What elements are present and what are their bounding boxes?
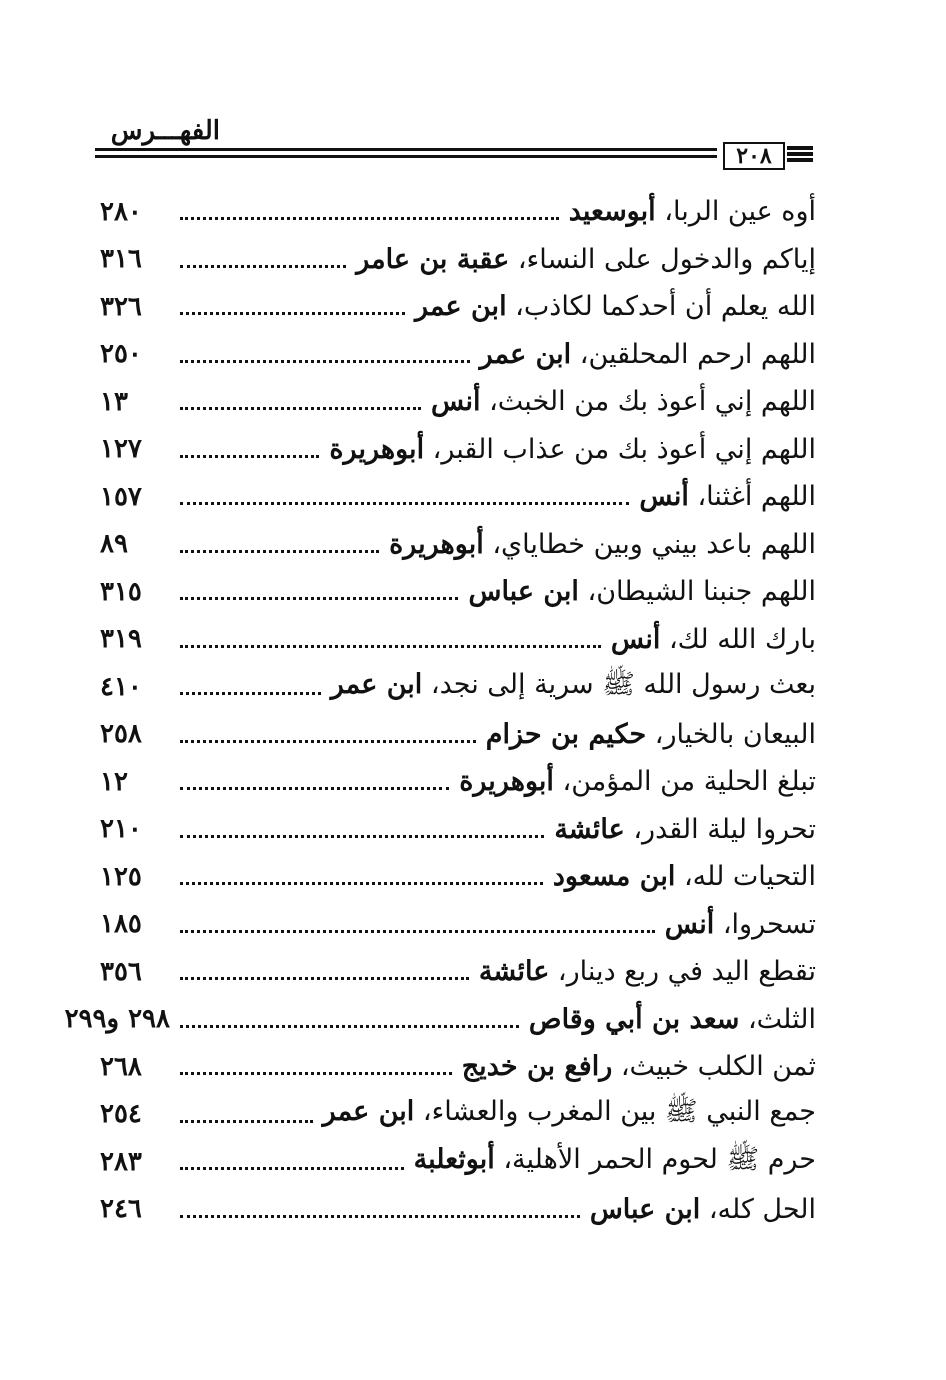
narrator-name: أبوسعيد (568, 196, 656, 228)
dot-leader (180, 1058, 452, 1075)
narrator-name: ابن عباس (468, 576, 579, 608)
header-rule (95, 155, 717, 158)
index-entry (100, 758, 816, 806)
dot-leader (180, 916, 655, 933)
hadith-phrase: أوه عين الربا، (664, 196, 816, 228)
hadith-phrase: اللهم إني أعوذ بك من عذاب القبر، (432, 433, 816, 465)
hadith-text (415, 291, 816, 322)
hadith-text (569, 196, 816, 227)
hadith-text (414, 1142, 816, 1182)
page-ref: ١٥٧ (100, 481, 142, 512)
hadith-phrase: بارك الله لك، (668, 623, 816, 655)
narrator-name: حكيم بن حزام (485, 718, 647, 750)
index-entry (100, 806, 816, 854)
index-entry (100, 426, 816, 474)
header-ornament (787, 146, 813, 162)
dot-leader (180, 1153, 404, 1170)
dot-leader (180, 1011, 519, 1028)
dot-leader (180, 583, 458, 600)
page-ref: ٣١٥ (100, 576, 142, 607)
hadith-text (611, 624, 816, 655)
hadith-phrase: اللهم أغثنا، (697, 481, 816, 513)
page-ref: ٣١٦ (100, 244, 142, 275)
index-entry (100, 236, 816, 284)
page-ref: ٢٥٠ (100, 339, 142, 370)
index-entry (100, 378, 816, 426)
hadith-phrase: التحيات لله، (683, 861, 816, 893)
index-entry (100, 711, 816, 759)
narrator-name: ابن عمر (322, 1096, 415, 1128)
narrator-name: ابن عمر (330, 668, 423, 700)
hadith-text (554, 814, 816, 845)
index-entry (100, 473, 816, 521)
hadith-phrase: اللهم باعد بيني وبين خطاياي، (492, 528, 816, 560)
narrator-name: عقبة بن عامر (356, 243, 510, 275)
hadith-text (356, 244, 816, 275)
hadith-phrase: بعث رسول الله ﷺ سرية إلى نجد، (430, 668, 816, 700)
hadith-phrase: تبلغ الحلية من المؤمن، (562, 766, 816, 798)
page-ref: ٢٦٨ (100, 1051, 142, 1082)
page-ref: ١٢٥ (100, 861, 142, 892)
hadith-phrase: تحروا ليلة القدر، (633, 813, 816, 845)
index-entry (100, 1138, 816, 1186)
page-ref: ١٣ (100, 386, 128, 417)
hadith-phrase: إياكم والدخول على النساء، (517, 243, 816, 275)
narrator-name: رافع بن خديج (461, 1051, 613, 1083)
index-entry (100, 188, 816, 236)
dot-leader (180, 203, 559, 220)
dot-leader (180, 488, 629, 505)
dot-leader (180, 868, 543, 885)
hadith-phrase: تقطع اليد في ربع دينار، (557, 956, 816, 988)
page-ref: ٢٩٨ و٢٩٩ (64, 1004, 170, 1035)
narrator-name: ابن عمر (479, 338, 572, 370)
narrator-name: أنس (639, 481, 689, 513)
dot-leader (180, 536, 379, 553)
header-rule (95, 148, 717, 151)
page-ref: ١٢ (100, 766, 128, 797)
narrator-name: أنس (431, 386, 481, 418)
page-ref: ٢٥٤ (100, 1099, 142, 1130)
index-list (64, 188, 816, 1233)
index-entry (100, 616, 816, 664)
narrator-name: أنس (664, 908, 715, 940)
index-entry (100, 1091, 816, 1139)
index-entry (100, 948, 816, 996)
page-ref: ٢٤٦ (100, 1194, 142, 1225)
dot-leader (180, 726, 476, 743)
narrator-name: سعد بن أبي وقاص (528, 1003, 740, 1035)
dot-leader (180, 1201, 580, 1218)
hadith-text (639, 481, 816, 512)
index-entry (100, 1043, 816, 1091)
page-ref: ٢٥٨ (100, 719, 142, 750)
dot-leader (180, 298, 405, 315)
hadith-text (389, 529, 816, 560)
page-number: ٢٠٨ (723, 142, 785, 170)
narrator-name: أبوهريرة (459, 766, 554, 798)
dot-leader (180, 1106, 313, 1123)
hadith-phrase: اللهم جنبنا الشيطان، (587, 576, 816, 608)
hadith-text (331, 667, 816, 707)
narrator-name: ابن عباس (589, 1193, 701, 1225)
dot-leader (180, 251, 346, 268)
hadith-phrase: الله يعلم أن أحدكما لكاذب، (515, 291, 816, 323)
page-ref: ٣١٩ (100, 624, 142, 655)
hadith-text (590, 1194, 816, 1225)
dot-leader (180, 393, 421, 410)
hadith-phrase: جمع النبي ﷺ بين المغرب والعشاء، (422, 1096, 816, 1128)
dot-leader (180, 678, 321, 695)
hadith-phrase: الحل كله، (708, 1193, 816, 1225)
hadith-phrase: ثمن الكلب خبيث، (620, 1051, 816, 1083)
index-entry (100, 663, 816, 711)
narrator-name: أبوهريرة (329, 433, 425, 465)
index-entry (100, 568, 816, 616)
page-ref: ٢١٠ (100, 814, 142, 845)
hadith-text (553, 861, 816, 892)
narrator-name: عائشة (554, 813, 625, 845)
dot-leader (180, 963, 469, 980)
index-entry (64, 996, 816, 1044)
page-ref: ٢٨٣ (100, 1146, 142, 1177)
dot-leader (180, 773, 449, 790)
hadith-phrase: حرم ﷺ لحوم الحمر الأهلية، (503, 1143, 816, 1175)
hadith-phrase: تسحروا، (722, 908, 816, 940)
dot-leader (180, 631, 601, 648)
hadith-phrase: البيعان بالخيار، (654, 718, 816, 750)
page-ref: ٣٢٦ (100, 291, 142, 322)
page-ref: ١٨٥ (100, 909, 142, 940)
page-ref: ٢٨٠ (100, 196, 142, 227)
page-ref: ٨٩ (100, 529, 128, 560)
index-entry (100, 331, 816, 379)
hadith-phrase: اللهم ارحم المحلقين، (579, 338, 816, 370)
hadith-text (480, 339, 816, 370)
narrator-name: أنس (610, 623, 661, 655)
hadith-text (486, 719, 816, 750)
dot-leader (180, 441, 319, 458)
narrator-name: أبوهريرة (389, 528, 484, 560)
hadith-text (431, 386, 816, 417)
page-ref: ١٢٧ (100, 434, 142, 465)
narrator-name: ابن عمر (414, 291, 507, 323)
page-title: الفهـــرس (110, 116, 220, 146)
hadith-text (529, 1004, 816, 1035)
narrator-name: عائشة (478, 956, 550, 988)
narrator-name: ابن مسعود (552, 861, 676, 893)
hadith-text (479, 956, 816, 987)
page-header (95, 112, 815, 192)
index-entry (100, 1186, 816, 1234)
narrator-name: أبوثعلبة (413, 1143, 495, 1175)
hadith-text (459, 766, 816, 797)
hadith-text (323, 1094, 816, 1134)
index-entry (100, 283, 816, 331)
hadith-text (468, 576, 816, 607)
dot-leader (180, 821, 544, 838)
dot-leader (180, 346, 470, 363)
hadith-text (329, 434, 816, 465)
index-entry (100, 901, 816, 949)
hadith-text (665, 909, 816, 940)
hadith-text (462, 1051, 816, 1082)
hadith-phrase: اللهم إني أعوذ بك من الخبث، (489, 386, 816, 418)
index-entry (100, 521, 816, 569)
index-entry (100, 853, 816, 901)
hadith-phrase: الثلث، (747, 1003, 816, 1035)
page-ref: ٤١٠ (100, 671, 142, 702)
page-ref: ٣٥٦ (100, 956, 142, 987)
